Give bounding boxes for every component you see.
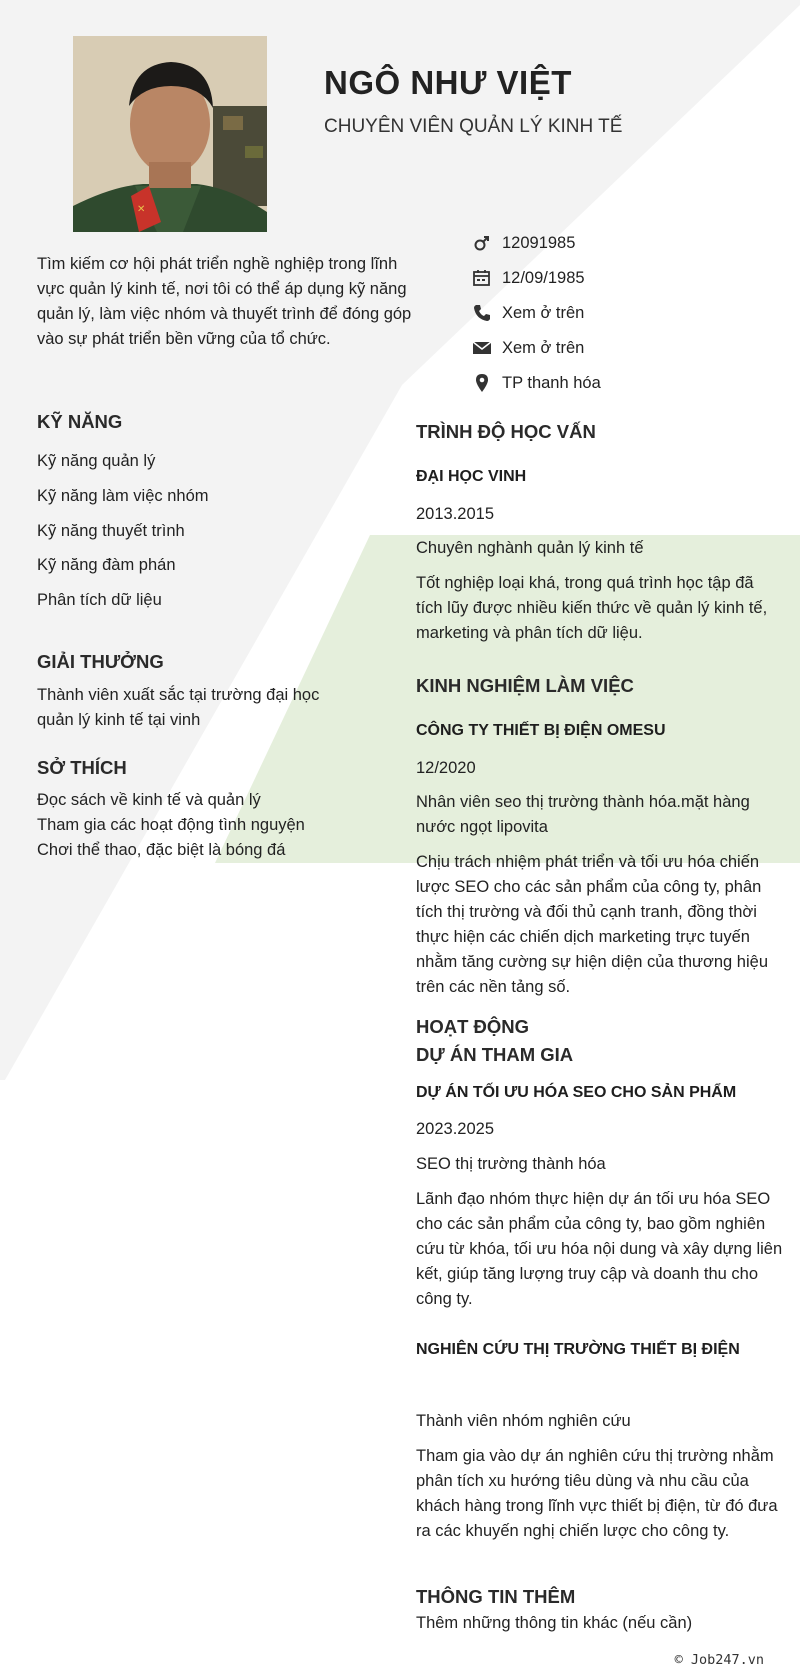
profile-photo	[73, 36, 267, 232]
envelope-icon	[472, 338, 492, 358]
career-objective: Tìm kiếm cơ hội phát triển nghề nghiệp trong lĩnh vực quản lý kinh tế, nơi tôi có thể áp dụng kỹ năng quản lý, làm việc nhóm và thuyết trình để đóng góp vào sự phát triển bền vững của tổ chức.	[37, 255, 412, 348]
project-role: Thành viên nhóm nghiên cứu	[416, 1412, 631, 1430]
award-line: Thành viên xuất sắc tại trường đại học	[37, 686, 320, 704]
education-heading: TRÌNH ĐỘ HỌC VẤN	[416, 421, 596, 442]
contact-gender	[472, 230, 772, 256]
skill-item: Kỹ năng quản lý	[37, 452, 156, 470]
education-period: 2013.2015	[416, 505, 494, 523]
skill-item: Phân tích dữ liệu	[37, 591, 162, 609]
project-description: Tham gia vào dự án nghiên cứu thị trường nhằm phân tích xu hướng tiêu dùng và nhu cầu của khách hàng trong lĩnh vực thiết bị điện, từ đó đưa ra các khuyến nghị chiến lược cho công ty.	[416, 1447, 778, 1540]
phone-value: Xem ở trên	[502, 303, 585, 322]
activities-heading: HOẠT ĐỘNG	[416, 1016, 530, 1037]
hobbies-heading: SỞ THÍCH	[37, 757, 127, 778]
contact-birthday	[472, 265, 772, 291]
project-name: DỰ ÁN TỐI ƯU HÓA SEO CHO SẢN PHẨM	[416, 1084, 737, 1101]
education-major: Chuyên nghành quản lý kinh tế	[416, 539, 644, 557]
skill-item: Kỹ năng đàm phán	[37, 556, 176, 574]
education-description: Tốt nghiệp loại khá, trong quá trình học tập đã tích lũy được nhiều kiến thức về quản lý kinh tế, marketing và phân tích dữ liệu.	[416, 574, 768, 642]
project-name: NGHIÊN CỨU THỊ TRƯỜNG THIẾT BỊ ĐIỆN	[416, 1341, 740, 1358]
birthday-value: 12/09/1985	[502, 268, 585, 287]
job-title: CHUYÊN VIÊN QUẢN LÝ KINH TẾ	[324, 116, 623, 137]
location-pin-icon	[472, 373, 492, 393]
gender-value: 12091985	[502, 233, 576, 252]
project-role: SEO thị trường thành hóa	[416, 1155, 606, 1173]
extra-info-text: Thêm những thông tin khác (nếu cần)	[416, 1614, 693, 1632]
address-value: TP thanh hóa	[502, 373, 601, 392]
gender-icon	[472, 233, 492, 253]
award-line: quản lý kinh tế tại vinh	[37, 711, 201, 729]
phone-icon	[472, 303, 492, 323]
experience-description: Chịu trách nhiệm phát triển và tối ưu hóa chiến lược SEO cho các sản phẩm của công ty, phân tích thị trường và đối thủ cạnh tranh, đồng thời thực hiện các chiến dịch marketing trực tuyến nhằm tăng cường sự hiện diện của thương hiệu trên các nền tảng số.	[416, 853, 768, 996]
hobby-item: Tham gia các hoạt động tình nguyện	[37, 816, 305, 834]
experience-period: 12/2020	[416, 759, 476, 777]
extra-info-heading: THÔNG TIN THÊM	[416, 1586, 576, 1607]
hobby-item: Chơi thể thao, đặc biệt là bóng đá	[37, 841, 286, 859]
school-name: ĐẠI HỌC VINH	[416, 468, 527, 485]
candidate-name: NGÔ NHƯ VIỆT	[324, 64, 572, 101]
company-name: CÔNG TY THIẾT BỊ ĐIỆN OMESU	[416, 722, 666, 739]
skill-item: Kỹ năng làm việc nhóm	[37, 487, 209, 505]
contact-phone	[472, 300, 772, 326]
hobby-item: Đọc sách về kinh tế và quản lý	[37, 791, 261, 809]
contact-address	[472, 370, 772, 396]
calendar-icon	[472, 268, 492, 288]
skills-heading: KỸ NĂNG	[37, 411, 123, 432]
experience-heading: KINH NGHIỆM LÀM VIỆC	[416, 675, 634, 696]
skill-item: Kỹ năng thuyết trình	[37, 522, 185, 540]
footer-watermark: © Job247.vn	[674, 1652, 764, 1668]
projects-heading: DỰ ÁN THAM GIA	[416, 1044, 574, 1065]
email-value: Xem ở trên	[502, 338, 585, 357]
experience-position: Nhân viên seo thị trường thành hóa.mặt hàng nước ngọt lipovita	[416, 793, 750, 836]
project-description: Lãnh đạo nhóm thực hiện dự án tối ưu hóa SEO cho các sản phẩm của công ty, bao gồm nghiên cứu từ khóa, tối ưu hóa nội dung và xây dựng liên kết, giúp tăng lượng truy cập và doanh thu cho công ty.	[416, 1190, 783, 1308]
awards-heading: GIẢI THƯỞNG	[37, 651, 164, 672]
contact-email	[472, 335, 772, 361]
project-period: 2023.2025	[416, 1120, 494, 1138]
svg-text:✕: ✕	[137, 204, 146, 215]
